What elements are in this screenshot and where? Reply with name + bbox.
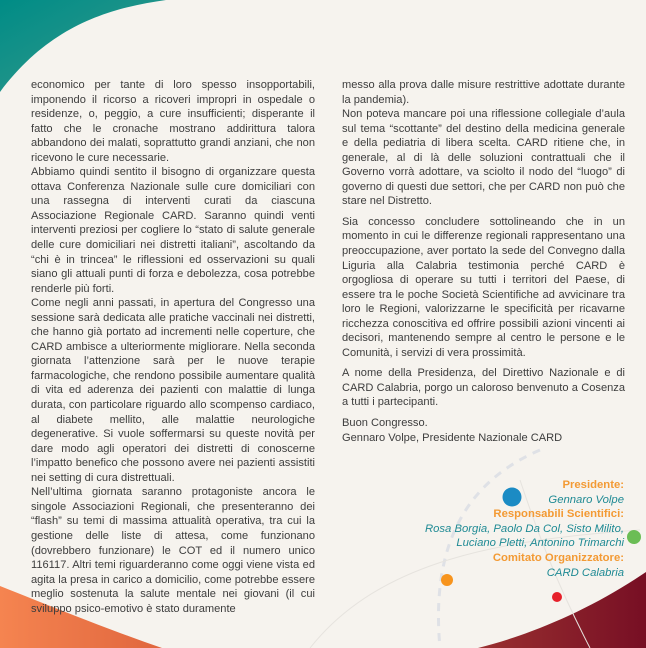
paragraph: messo alla prova dalle misure restrittive adottate durante la pandemia). bbox=[342, 79, 625, 106]
organizer-name: CARD Calabria bbox=[546, 566, 624, 579]
scientific-label: Responsabili Scientifici: bbox=[493, 508, 624, 521]
right-column bbox=[342, 78, 625, 445]
maroon-corner-shape bbox=[478, 572, 646, 648]
paragraph: Nell’ultima giornata saranno protagoniste ancora le singole Associazioni Regionali, che presenteranno dei “flash” su temi di massima attualità operativa, tra cui la gestione delle liste di attesa, come funzionano (dovrebbero funzionare) le COT ed il numero unico 116117. Altri temi riguarderanno come oggi viene vista ed agita la presa in carico a domicilio, come potrebbe essere meglio sostenuta la salute mentale nei giovani (il cui sviluppo psico-emotivo è stato duramente bbox=[31, 486, 315, 615]
green-dot bbox=[627, 530, 641, 544]
signature: Gennaro Volpe, Presidente Nazionale CARD bbox=[342, 431, 563, 444]
left-column bbox=[31, 78, 315, 616]
red-dot bbox=[552, 592, 562, 602]
president-label: Presidente: bbox=[562, 479, 624, 491]
credits-block bbox=[425, 478, 624, 580]
organizer-label: Comitato Organizzatore: bbox=[492, 551, 624, 564]
paragraph: A nome della Presidenza, del Direttivo Nazionale e di CARD Calabria, porgo un caloroso benvenuto a Cosenza a tutti i partecipanti. bbox=[342, 367, 625, 409]
scientific-names: Rosa Borgia, Paolo Da Col, Sisto Milito, bbox=[424, 522, 624, 535]
paragraph: Abbiamo quindi sentito il bisogno di organizzare questa ottava Conferenza Nazionale sulle cure domiciliari con una rassegna di interventi curati da ciascuna Associazione Regionale CARD. Saranno quindi venti interventi preziosi per cogliere lo “stato di salute generale delle cure domiciliari nei distretti italiani”, ascoltando da “chi è in trincea” le riflessioni ed osservazioni su quali siano gli attuali punti di forza e debolezza, cosa potrebbe renderle più forti. bbox=[31, 166, 315, 295]
scientific-names: Luciano Pletti, Antonino Trimarchi bbox=[456, 537, 624, 550]
paragraph: Come negli anni passati, in apertura del Congresso una sessione sarà dedicata alle pratiche vaccinali nei distretti, che hanno già portato ad incrementi nelle coperture, che CARD ambisce a ulteriormente migliorare. Nella seconda giornata l’attenzione sarà per le nuove terapie farmacologiche, che rendono possibile aumentare qualità di vita ed aderenza dei pazienti con malattie di lunga durata, con particolare riguardo allo scompenso cardiaco, al diabete mellito, alle malattie neurologiche degenerative. Si vuole soffermarsi su queste novità per dare modo agli operatori dei distretti di conoscerne l’impatto benefico che possono avere nei pazienti assistiti nei setting di cura distrettuali. bbox=[31, 297, 315, 484]
paragraph: Non poteva mancare poi una riflessione collegiale d’aula sul tema “scottante” del destino della medicina generale e della pediatria di libera scelta. CARD ritiene che, in generale, al di là delle soluzioni contrattuali che il Governo vorrà adottare, va sciolto il nodo del “luogo” di governo di questi due settori, che per CARD non può che stare nel Distretto. bbox=[342, 108, 625, 208]
president-name: Gennaro Volpe bbox=[548, 493, 624, 506]
paragraph: Sia concesso concludere sottolineando che in un momento in cui le differenze regionali rappresentano una preoccupazione, aver portato la sede del Convegno dalla Liguria alla Calabria testimonia perché CARD è orgogliosa di operare su tutti i territori del Paese, di essere tra le poche Società Scientifiche ad avvicinare tra loro le Regioni, valorizzarne le specificità per ricavarne ricchezza conoscitiva ed offrire possibili azioni vincenti ai decisori, mantenendo sempre al centro le persone e le Comunità, i servizi di vera prossimità. bbox=[342, 215, 625, 359]
paragraph: economico per tante di loro spesso insopportabili, imponendo il ricorso a ricoveri impropri in ospedale o residenze, o, peggio, a cure insufficienti; disperante il fatto che le cronache mostrano addirittura talora abbandono dei malati, soprattutto grandi anziani, che non ricevono le cure necessarie. bbox=[31, 79, 315, 164]
closing: Buon Congresso. bbox=[342, 417, 428, 430]
